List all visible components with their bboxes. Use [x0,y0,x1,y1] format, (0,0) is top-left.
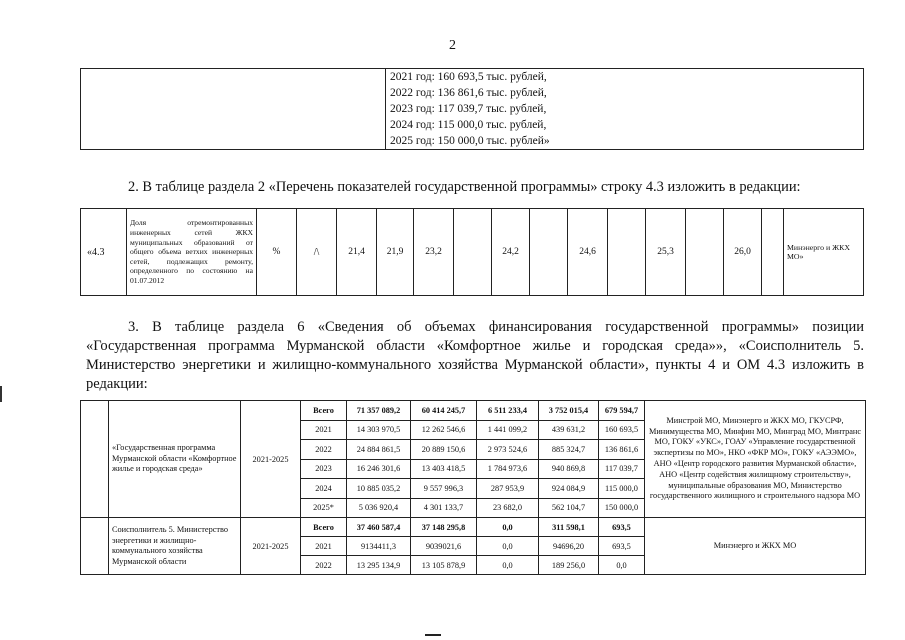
funding-executors: Минстрой МО, Минэнерго и ЖКХ МО, ГКУСРФ, Минимущества МО, Минфин МО, Минград МО, Минтранс МО, ГОКУ «УКС», ГОАУ «Управление государственной экспертизы по МО», НКО «ФКР МО», ГОКУ «АЭЭМО», АНО «Центр городского развития Мурманской области», АНО «Центр содействия жилищному строительству», муниципальные образования МО, Министерство государственного жилищного и строительного надзора МО [645,401,866,518]
funding-row [81,518,866,537]
funding-value: 23 682,0 [477,498,539,518]
funding-value: 679 594,7 [599,401,645,421]
budget-line: 2025 год: 150 000,0 тыс. рублей» [390,135,550,147]
funding-value: 439 631,2 [539,420,599,440]
funding-year: 2021 [301,420,347,440]
indicator-value: 25,3 [646,209,686,296]
budget-list [390,69,863,149]
funding-value: 693,5 [599,537,645,556]
funding-value: 189 256,0 [539,556,599,575]
indicator-value [686,209,724,296]
funding-value: 311 598,1 [539,518,599,537]
budget-table [80,68,864,150]
funding-value: 37 460 587,4 [347,518,411,537]
item-2-text: 2. В таблице раздела 2 «Перечень показателей государственной программы» строку 4.3 изложить в редакции: [128,179,801,195]
budget-lines-cell [386,69,864,150]
funding-value: 24 884 861,5 [347,440,411,460]
indicator-number: «4.3 [81,209,127,296]
funding-value: 20 889 150,6 [411,440,477,460]
funding-row [81,401,866,421]
funding-year: 2022 [301,440,347,460]
funding-value: 150 000,0 [599,498,645,518]
funding-body [81,401,866,575]
funding-table [80,400,866,575]
budget-line: 2023 год: 117 039,7 тыс. рублей, [390,103,547,115]
funding-period: 2021-2025 [241,518,301,575]
funding-name: «Государственная программа Мурманской области «Комфортное жилье и городская среда» [109,401,241,518]
funding-value: 13 295 134,9 [347,556,411,575]
budget-empty-cell [81,69,386,150]
funding-value: 885 324,7 [539,440,599,460]
funding-value: 287 953,9 [477,479,539,499]
funding-value: 16 246 301,6 [347,459,411,479]
indicator-value: 23,2 [414,209,454,296]
funding-year: 2025* [301,498,347,518]
indicator-value: 24,6 [568,209,608,296]
funding-value: 14 303 970,5 [347,420,411,440]
funding-value: 9134411,3 [347,537,411,556]
page-number: 2 [449,38,456,53]
funding-value: 0,0 [477,518,539,537]
funding-value: 117 039,7 [599,459,645,479]
funding-value: 1 784 973,6 [477,459,539,479]
funding-value: 94696,20 [539,537,599,556]
indicator-value [454,209,492,296]
funding-value: 924 084,9 [539,479,599,499]
funding-index-cell [81,518,109,575]
indicator-value [608,209,646,296]
funding-value: 13 403 418,5 [411,459,477,479]
funding-value: 0,0 [599,556,645,575]
item-3-text: 3. В таблице раздела 6 «Сведения об объемах финансирования государственной программы» позиции «Государственная программа Мурманской области «Комфортное жилье и городская среда»», «Соисполнитель 5. Министерство энергетики и жилищно-коммунального хозяйства Мурманской области», пункты 4 и ОМ 4.3 изложить в редакции: [86,319,864,392]
funding-year: Всего [301,518,347,537]
indicator-row [81,209,864,296]
budget-line: 2024 год: 115 000,0 тыс. рублей, [390,119,547,131]
funding-value: 160 693,5 [599,420,645,440]
funding-name: Соисполнитель 5. Министерство энергетики и жилищно-коммунального хозяйства Мурманской области [109,518,241,575]
indicator-value [762,209,784,296]
funding-index-cell [81,401,109,518]
funding-value: 6 511 233,4 [477,401,539,421]
funding-year: 2023 [301,459,347,479]
funding-value: 136 861,6 [599,440,645,460]
funding-value: 940 869,8 [539,459,599,479]
indicator-executor: Минэнерго и ЖКХ МО» [784,209,864,296]
funding-executors: Минэнерго и ЖКХ МО [645,518,866,575]
funding-value: 115 000,0 [599,479,645,499]
funding-year: 2021 [301,537,347,556]
funding-value: 71 357 089,2 [347,401,411,421]
funding-year: 2022 [301,556,347,575]
funding-value: 4 301 133,7 [411,498,477,518]
budget-line: 2021 год: 160 693,5 тыс. рублей, [390,71,547,83]
funding-value: 9039021,6 [411,537,477,556]
funding-year: 2024 [301,479,347,499]
funding-value: 13 105 878,9 [411,556,477,575]
margin-mark [0,386,2,402]
funding-value: 2 973 524,6 [477,440,539,460]
indicator-value [530,209,568,296]
funding-value: 0,0 [477,556,539,575]
indicator-unit: % [257,209,297,296]
funding-value: 9 557 996,3 [411,479,477,499]
funding-value: 3 752 015,4 [539,401,599,421]
indicator-direction: /\ [297,209,337,296]
indicator-value: 21,4 [337,209,377,296]
funding-value: 37 148 295,8 [411,518,477,537]
indicator-table [80,208,864,296]
funding-value: 60 414 245,7 [411,401,477,421]
indicator-name: Доля отремонтированных инженерных сетей ЖКХ муниципальных образований от общего объема ветхих инженерных сетей, подлежащих ремонту, определенного по состоянию на 01.07.2012 [127,209,257,296]
funding-year: Всего [301,401,347,421]
funding-value: 10 885 035,2 [347,479,411,499]
budget-line: 2022 год: 136 861,6 тыс. рублей, [390,87,547,99]
funding-value: 12 262 546,6 [411,420,477,440]
page-cut-line [425,634,441,636]
funding-value: 0,0 [477,537,539,556]
funding-period: 2021-2025 [241,401,301,518]
indicator-value: 24,2 [492,209,530,296]
funding-value: 562 104,7 [539,498,599,518]
indicator-value: 21,9 [377,209,414,296]
funding-value: 1 441 099,2 [477,420,539,440]
funding-value: 693,5 [599,518,645,537]
indicator-value: 26,0 [724,209,762,296]
funding-value: 5 036 920,4 [347,498,411,518]
